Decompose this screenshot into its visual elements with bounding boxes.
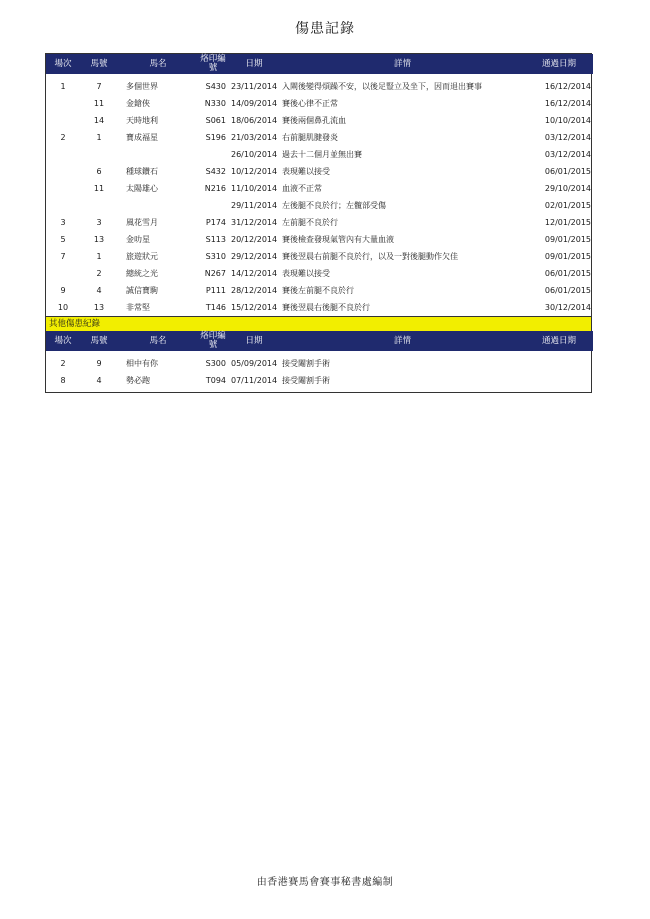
page-title: 傷患記錄 [295, 21, 355, 37]
cell-passed-date: 03/12/2014 [544, 150, 591, 159]
cell-details: 接受閹割手術 [282, 359, 330, 368]
cell-date: 15/12/2014 [231, 303, 278, 312]
table-row [46, 299, 593, 316]
header-horse-no: 馬號 [80, 54, 118, 74]
other-header-details: 詳情 [280, 331, 525, 351]
table-row [46, 163, 593, 180]
cell-details: 賽後檢查發現氣管內有大量血液 [282, 235, 394, 244]
other-header-date: 日期 [228, 331, 280, 351]
other-header-race: 場次 [46, 331, 80, 351]
cell-horse-name: 旅遊狀元 [126, 252, 158, 261]
cell-horse-no: 2 [96, 269, 102, 278]
cell-race: 10 [57, 303, 69, 312]
cell-date: 29/12/2014 [231, 252, 278, 261]
cell-date: 14/12/2014 [231, 269, 278, 278]
injury-table-body [46, 74, 593, 316]
cell-horse-name: 非常堅 [126, 303, 150, 312]
table-row [46, 282, 593, 299]
cell-race [46, 163, 80, 180]
cell-brand: N330 [204, 99, 226, 108]
cell-race: 2 [60, 359, 66, 368]
cell-horse-no: 4 [96, 286, 102, 295]
header-details: 詳情 [280, 54, 525, 74]
cell-horse-no: 11 [93, 184, 105, 193]
cell-details: 賽後兩個鼻孔流血 [282, 116, 346, 125]
cell-date: 18/06/2014 [231, 116, 278, 125]
table-row [46, 248, 593, 265]
cell-horse-name: 風花雪月 [126, 218, 158, 227]
cell-horse-no: 14 [93, 116, 105, 125]
cell-passed-date: 16/12/2014 [544, 99, 591, 108]
other-header-passed-date: 通過日期 [525, 331, 593, 351]
cell-passed-date: 09/01/2015 [544, 252, 591, 261]
cell-passed-date: 06/01/2015 [544, 167, 591, 176]
cell-passed-date: 30/12/2014 [544, 303, 591, 312]
cell-details: 賽後翌晨右前腿不良於行，以及一對後腿動作欠佳 [282, 252, 458, 261]
cell-passed-date: 03/12/2014 [544, 133, 591, 142]
cell-passed-date: 06/01/2015 [544, 269, 591, 278]
cell-date: 14/09/2014 [231, 99, 278, 108]
cell-horse-name: 種球鑽石 [126, 167, 158, 176]
header-passed-date: 通過日期 [525, 54, 593, 74]
cell-horse-no: 4 [96, 376, 102, 385]
table-row [46, 95, 593, 112]
cell-horse-name: 金鎗俠 [126, 99, 150, 108]
cell-details: 過去十二個月並無出賽 [282, 150, 362, 159]
other-header-brand: 烙印編號 [198, 331, 228, 351]
cell-details: 右前腿肌腱發炎 [282, 133, 338, 142]
cell-passed-date: 09/01/2015 [544, 235, 591, 244]
cell-brand: S432 [205, 167, 226, 176]
cell-race: 8 [60, 376, 66, 385]
cell-date: 10/12/2014 [231, 167, 278, 176]
cell-details: 血液不正常 [282, 184, 322, 193]
cell-horse-no: 1 [96, 252, 102, 261]
cell-race: 5 [60, 235, 66, 244]
cell-horse-no [80, 146, 118, 163]
table-row [46, 231, 593, 248]
table-row [46, 372, 593, 389]
cell-horse-name [118, 146, 198, 163]
cell-race [46, 265, 80, 282]
cell-passed-date: 12/01/2015 [544, 218, 591, 227]
other-table-header-row [46, 331, 593, 351]
table-row [46, 180, 593, 197]
cell-details: 左後腿不良於行；左髖部受傷 [282, 201, 386, 210]
cell-brand: S061 [205, 116, 226, 125]
table-row [46, 129, 593, 146]
header-horse-name: 馬名 [118, 54, 198, 74]
cell-race [46, 146, 80, 163]
cell-date: 28/12/2014 [231, 286, 278, 295]
other-header-horse-no: 馬號 [80, 331, 118, 351]
cell-brand: S430 [205, 82, 226, 91]
cell-details: 表現難以接受 [282, 167, 330, 176]
cell-details: 左前腿不良於行 [282, 218, 338, 227]
cell-horse-no: 6 [96, 167, 102, 176]
cell-horse-name: 太陽雄心 [126, 184, 158, 193]
cell-passed-date [525, 355, 593, 372]
cell-brand: T146 [205, 303, 226, 312]
cell-details: 表現難以接受 [282, 269, 330, 278]
other-injury-table [46, 331, 593, 389]
cell-brand: P111 [205, 286, 226, 295]
table-row [46, 197, 593, 214]
table-row [46, 112, 593, 129]
cell-race: 7 [60, 252, 66, 261]
cell-horse-no: 7 [96, 82, 102, 91]
cell-race: 3 [60, 218, 66, 227]
cell-race: 2 [60, 133, 66, 142]
cell-race [46, 180, 80, 197]
cell-details: 賽後心律不正常 [282, 99, 338, 108]
cell-horse-name: 多個世界 [126, 82, 158, 91]
cell-horse-name: 天時地利 [126, 116, 158, 125]
cell-race [46, 95, 80, 112]
other-injury-table-body [46, 351, 593, 389]
injury-records-panel [45, 53, 592, 393]
cell-horse-no: 3 [96, 218, 102, 227]
footer-credit: 由香港賽馬會賽事秘書處編制 [256, 877, 394, 888]
cell-details: 接受閹割手術 [282, 376, 330, 385]
cell-horse-no [80, 197, 118, 214]
cell-brand: S310 [205, 252, 226, 261]
cell-passed-date: 16/12/2014 [544, 82, 591, 91]
cell-horse-no: 13 [93, 303, 105, 312]
cell-date: 05/09/2014 [231, 359, 278, 368]
cell-passed-date: 06/01/2015 [544, 286, 591, 295]
cell-date: 29/11/2014 [231, 201, 278, 210]
cell-date: 11/10/2014 [231, 184, 278, 193]
injury-table [46, 54, 593, 316]
cell-date: 23/11/2014 [231, 82, 278, 91]
table-row [46, 355, 593, 372]
cell-passed-date: 02/01/2015 [544, 201, 591, 210]
cell-details: 賽後左前腿不良於行 [282, 286, 354, 295]
cell-passed-date: 10/10/2014 [544, 116, 591, 125]
cell-brand: P174 [205, 218, 226, 227]
cell-horse-no: 11 [93, 99, 105, 108]
cell-horse-name: 誠信寶駒 [126, 286, 158, 295]
table-row [46, 78, 593, 95]
cell-race: 1 [60, 82, 66, 91]
cell-date: 21/03/2014 [231, 133, 278, 142]
cell-horse-no: 13 [93, 235, 105, 244]
table-row [46, 214, 593, 231]
cell-date: 26/10/2014 [231, 150, 278, 159]
cell-date: 20/12/2014 [231, 235, 278, 244]
cell-brand: S300 [205, 359, 226, 368]
cell-details: 賽後翌晨右後腿不良於行 [282, 303, 370, 312]
cell-date: 31/12/2014 [231, 218, 278, 227]
header-date: 日期 [228, 54, 280, 74]
table-row [46, 146, 593, 163]
cell-horse-name: 勢必跑 [126, 376, 150, 385]
cell-brand: N267 [204, 269, 226, 278]
cell-brand: S196 [205, 133, 226, 142]
cell-horse-name: 相中有你 [126, 359, 158, 368]
cell-details: 入閘後變得煩躁不安，以後足豎立及坐下，因而退出賽事 [282, 82, 482, 91]
header-brand: 烙印編號 [198, 54, 228, 74]
cell-brand [198, 146, 228, 163]
cell-horse-name: 寶成福星 [126, 133, 158, 142]
cell-horse-name: 金叻星 [126, 235, 150, 244]
header-race: 場次 [46, 54, 80, 74]
table-row [46, 265, 593, 282]
cell-horse-no: 9 [96, 359, 102, 368]
cell-brand: S113 [205, 235, 226, 244]
cell-passed-date [525, 372, 593, 389]
cell-brand: T094 [205, 376, 226, 385]
cell-passed-date: 29/10/2014 [544, 184, 591, 193]
cell-horse-no: 1 [96, 133, 102, 142]
cell-horse-name [118, 197, 198, 214]
cell-horse-name: 總統之光 [126, 269, 158, 278]
cell-brand [198, 197, 228, 214]
cell-race: 9 [60, 286, 66, 295]
other-header-horse-name: 馬名 [118, 331, 198, 351]
other-records-section-title: 其他傷患紀錄 [46, 316, 591, 331]
cell-date: 07/11/2014 [231, 376, 278, 385]
table-header-row [46, 54, 593, 74]
cell-race [46, 197, 80, 214]
cell-race [46, 112, 80, 129]
cell-brand: N216 [204, 184, 226, 193]
